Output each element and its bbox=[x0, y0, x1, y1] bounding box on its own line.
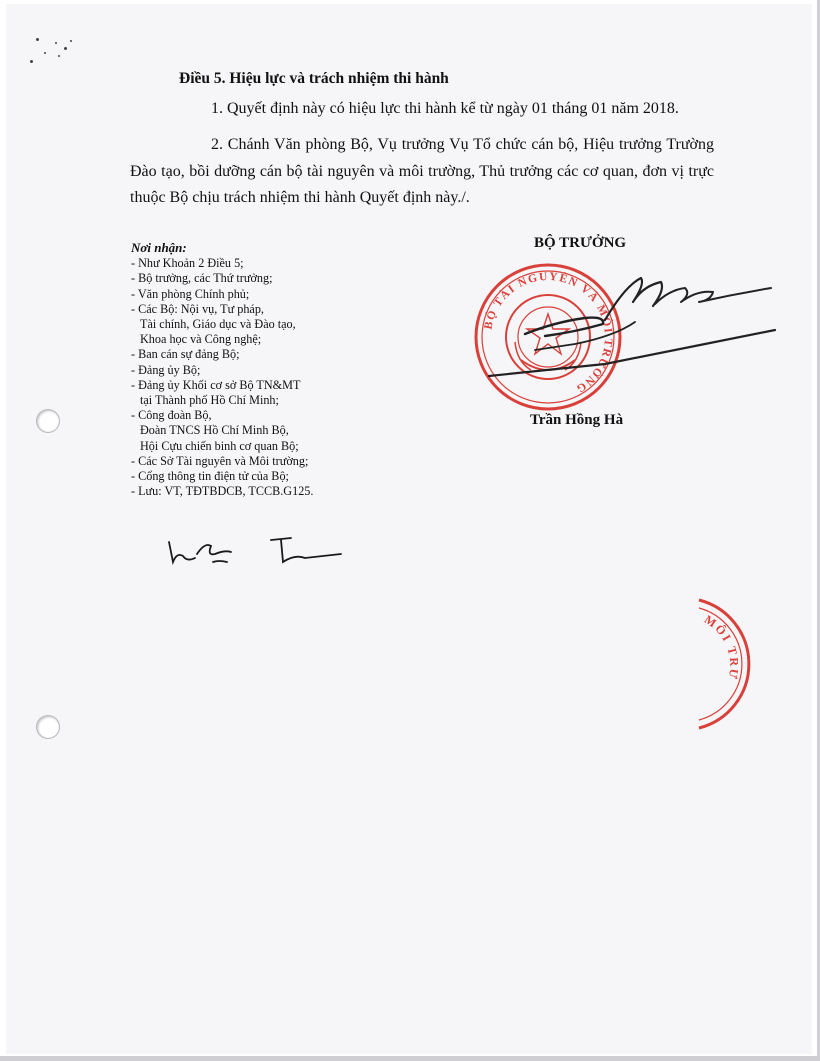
signatory-name: Trần Hồng Hà bbox=[530, 412, 624, 428]
svg-text:MÔI TRƯ: MÔI TRƯ bbox=[701, 612, 742, 682]
recipient-line: Hội Cựu chiến binh cơ quan Bộ; bbox=[140, 438, 299, 453]
recipient-line: - Công đoàn Bộ, bbox=[131, 408, 212, 423]
recipient-line: tại Thành phố Hồ Chí Minh; bbox=[140, 393, 279, 408]
recipient-line: - Các Bộ: Nội vụ, Tư pháp, bbox=[131, 301, 264, 316]
recipient-line: Khoa học và Công nghệ; bbox=[140, 332, 262, 347]
recipient-line: - Ban cán sự đảng Bộ; bbox=[131, 347, 240, 362]
recipient-line: - Đảng ủy Bộ; bbox=[131, 362, 201, 377]
recipient-line: Tài chính, Giáo dục và Đào tạo, bbox=[140, 317, 296, 332]
recipients-title: Nơi nhận: bbox=[131, 240, 187, 255]
recipient-line: - Bộ trưởng, các Thứ trưởng; bbox=[131, 271, 273, 286]
recipient-line: - Lưu: VT, TĐTBDCB, TCCB.G125. bbox=[131, 484, 314, 499]
clause-2: 2. Chánh Văn phòng Bộ, Vụ trưởng Vụ Tổ chức cán bộ, Hiệu trưởng Trường Đào tạo, bồi dưỡng cán bộ tài nguyên và môi trường, Thủ trưởng các cơ quan, đơn vị trực thuộc Bộ chịu trách nhiệm thi hành Quyết định này./. bbox=[130, 136, 714, 206]
minister-signature bbox=[485, 272, 785, 382]
punch-hole-lower bbox=[36, 715, 60, 739]
punch-hole-upper bbox=[36, 409, 60, 433]
recipients-block bbox=[131, 240, 313, 499]
scan-edge-bottom bbox=[0, 1056, 820, 1061]
clause-1: 1. Quyết định này có hiệu lực thi hành kể từ ngày 01 tháng 01 năm 2018. bbox=[211, 100, 679, 117]
recipient-line: - Các Sở Tài nguyên và Môi trường; bbox=[131, 453, 309, 468]
recipient-line: Đoàn TNCS Hồ Chí Minh Bộ, bbox=[140, 423, 289, 438]
recipient-line: - Đảng ủy Khối cơ sở Bộ TN&MT bbox=[131, 377, 301, 392]
article-heading: Điều 5. Hiệu lực và trách nhiệm thi hành bbox=[179, 70, 449, 87]
recipient-line: - Cổng thông tin điện tử của Bộ; bbox=[131, 469, 289, 484]
approval-initials bbox=[165, 532, 345, 572]
svg-text:BỘ TÀI NGUYÊN VÀ MÔI TRƯỜNG: BỘ TÀI NGUYÊN VÀ MÔI TRƯỜNG bbox=[482, 270, 615, 396]
partial-seal-icon bbox=[697, 598, 755, 730]
recipient-line: - Như Khoản 2 Điều 5; bbox=[131, 256, 244, 271]
signatory-title: BỘ TRƯỞNG bbox=[534, 235, 627, 251]
recipient-line: - Văn phòng Chính phủ; bbox=[131, 286, 250, 301]
